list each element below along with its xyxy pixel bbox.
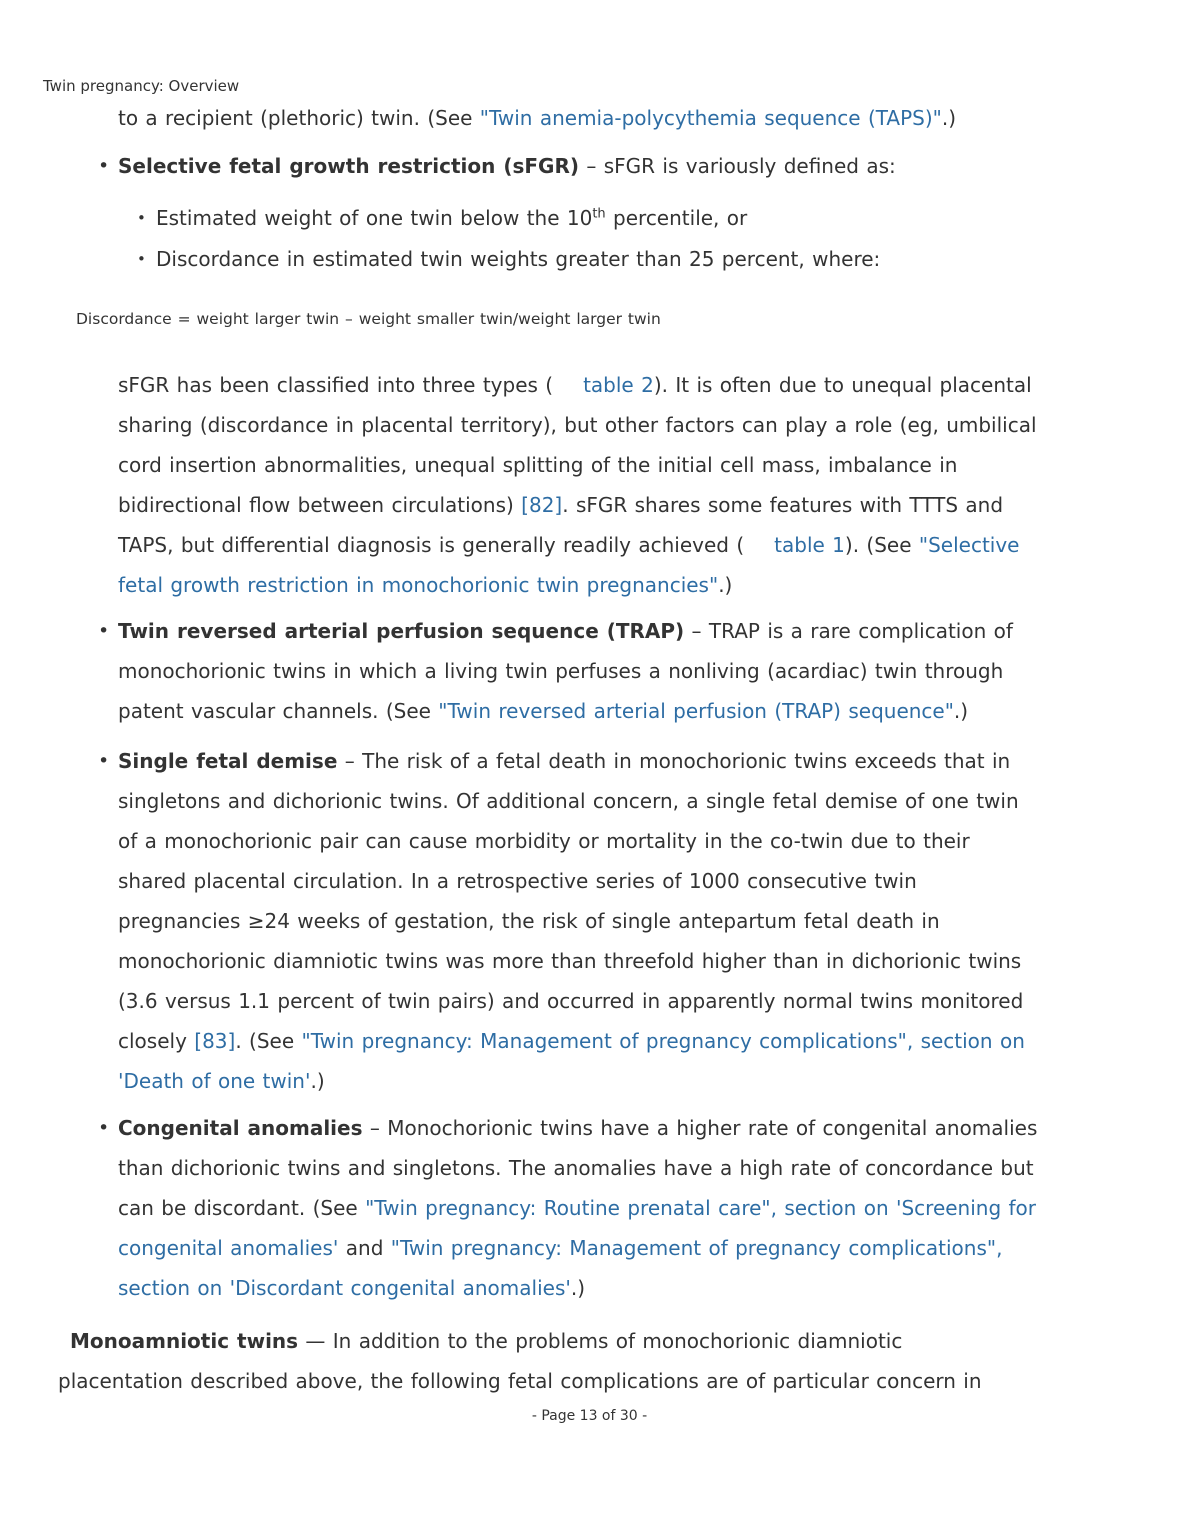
text-segment: – sFGR is variously defined as:	[579, 154, 896, 178]
management-death-of-one-twin-link[interactable]: 'Death of one twin'	[118, 1069, 311, 1093]
text-segment: monochorionic diamniotic twins was more than threefold higher than in dichorionic twins	[118, 949, 1022, 973]
discordance-formula	[76, 309, 661, 329]
management-discordant-anomalies-link[interactable]: section on 'Discordant congenital anomalies'	[118, 1276, 571, 1300]
page-number: - Page 13 of 30 -	[531, 1408, 648, 1424]
table-1-link[interactable]: table 1	[774, 533, 845, 557]
paragraph-sfgr-classification	[118, 365, 1037, 605]
text-segment: .)	[310, 1069, 325, 1093]
text-segment: monochorionic twins in which a living twin perfuses a nonliving (acardiac) twin through	[118, 659, 1004, 683]
bullet-marker-icon: •	[98, 750, 110, 772]
text-segment: than dichorionic twins and singletons. The anomalies have a high rate of concordance but	[118, 1156, 1034, 1180]
running-header-title: Twin pregnancy: Overview	[43, 77, 240, 95]
text-segment: Monoamniotic twins	[70, 1329, 299, 1353]
text-segment: of a monochorionic pair can cause morbidity or mortality in the co-twin due to their	[118, 829, 970, 853]
bullet-marker-icon: •	[137, 250, 146, 268]
text-segment: sFGR has been classified into three types (	[118, 373, 554, 397]
text-segment: can be discordant. (See	[118, 1196, 366, 1220]
text-segment: shared placental circulation. In a retrospective series of 1000 consecutive twin	[118, 869, 917, 893]
management-death-of-one-twin-link[interactable]: "Twin pregnancy: Management of pregnancy complications", section on	[301, 1029, 1025, 1053]
ref-82-link[interactable]: [82]	[521, 493, 563, 517]
text-segment: . (See	[235, 1029, 302, 1053]
text-segment: TAPS, but differential diagnosis is generally readily achieved (	[118, 533, 745, 557]
text-segment: Congenital anomalies	[118, 1116, 363, 1140]
bullet-marker-icon: •	[137, 209, 146, 227]
text-segment: sharing (discordance in placental territory), but other factors can play a role (eg, umbilical	[118, 413, 1037, 437]
routine-prenatal-care-link[interactable]: congenital anomalies'	[118, 1236, 339, 1260]
text-segment: ). It is often due to unequal placental	[653, 373, 1032, 397]
bullet-selective-fetal-growth-restriction	[98, 146, 896, 186]
text-segment: Twin reversed arterial perfusion sequence (TRAP)	[118, 619, 685, 643]
text-segment: Discordance in estimated twin weights greater than 25 percent, where:	[156, 247, 881, 271]
paragraph-taps-continuation	[118, 98, 956, 138]
text-segment: – The risk of a fetal death in monochorionic twins exceeds that in	[337, 749, 1011, 773]
subbullet-estimated-weight	[137, 198, 748, 238]
text-segment: Discordance = weight larger twin – weight smaller twin/weight larger twin	[76, 310, 661, 328]
text-segment: ). (See	[844, 533, 919, 557]
bullet-congenital-anomalies	[98, 1108, 1038, 1308]
ref-83-link[interactable]: [83]	[194, 1029, 236, 1053]
text-segment: placentation described above, the following fetal complications are of particular concern in	[58, 1369, 982, 1393]
text-segment: — In addition to the problems of monochorionic diamniotic	[298, 1329, 903, 1353]
text-segment: and	[338, 1236, 391, 1260]
bullet-trap-sequence	[98, 611, 1013, 731]
text-segment: – Monochorionic twins have a higher rate of congenital anomalies	[362, 1116, 1038, 1140]
text-segment: pregnancies ≥24 weeks of gestation, the risk of single antepartum fetal death in	[118, 909, 940, 933]
taps-sequence-link[interactable]: "Twin anemia-polycythemia sequence (TAPS)"	[479, 106, 942, 130]
text-segment: .)	[570, 1276, 586, 1300]
bullet-marker-icon: •	[98, 1117, 110, 1139]
table-2-link[interactable]: table 2	[583, 373, 654, 397]
bullet-single-fetal-demise	[98, 741, 1025, 1101]
management-discordant-anomalies-link[interactable]: "Twin pregnancy: Management of pregnancy complications",	[390, 1236, 1003, 1260]
superscript-text: th	[592, 206, 606, 222]
text-segment: – TRAP is a rare complication of	[684, 619, 1013, 643]
text-segment: .)	[953, 699, 969, 723]
text-segment: cord insertion abnormalities, unequal splitting of the initial cell mass, imbalance in	[118, 453, 958, 477]
text-segment: Selective fetal growth restriction (sFGR)	[118, 154, 580, 178]
text-segment: (3.6 versus 1.1 percent of twin pairs) and occurred in apparently normal twins monitored	[118, 989, 1024, 1013]
text-segment: Estimated weight of one twin below the 10	[156, 206, 593, 230]
text-segment: singletons and dichorionic twins. Of additional concern, a single fetal demise of one twin	[118, 789, 1019, 813]
sfgr-topic-link[interactable]: "Selective	[918, 533, 1020, 557]
text-segment: to a recipient (plethoric) twin. (See	[118, 106, 480, 130]
text-segment: . sFGR shares some features with TTTS and	[562, 493, 1004, 517]
text-segment: patent vascular channels. (See	[118, 699, 439, 723]
bullet-marker-icon: •	[98, 155, 110, 177]
text-segment: percentile, or	[605, 206, 748, 230]
text-segment: .)	[941, 106, 957, 130]
trap-sequence-link[interactable]: "Twin reversed arterial perfusion (TRAP) sequence"	[438, 699, 954, 723]
paragraph-monoamniotic-twins	[58, 1321, 982, 1401]
text-segment: Single fetal demise	[118, 749, 338, 773]
text-segment: .)	[718, 573, 733, 597]
routine-prenatal-care-link[interactable]: "Twin pregnancy: Routine prenatal care", section on 'Screening for	[365, 1196, 1037, 1220]
sfgr-topic-link[interactable]: fetal growth restriction in monochorionic twin pregnancies"	[118, 573, 719, 597]
text-segment: bidirectional flow between circulations)	[118, 493, 522, 517]
text-segment: closely	[118, 1029, 195, 1053]
bullet-marker-icon: •	[98, 620, 110, 642]
subbullet-discordance	[137, 239, 881, 279]
